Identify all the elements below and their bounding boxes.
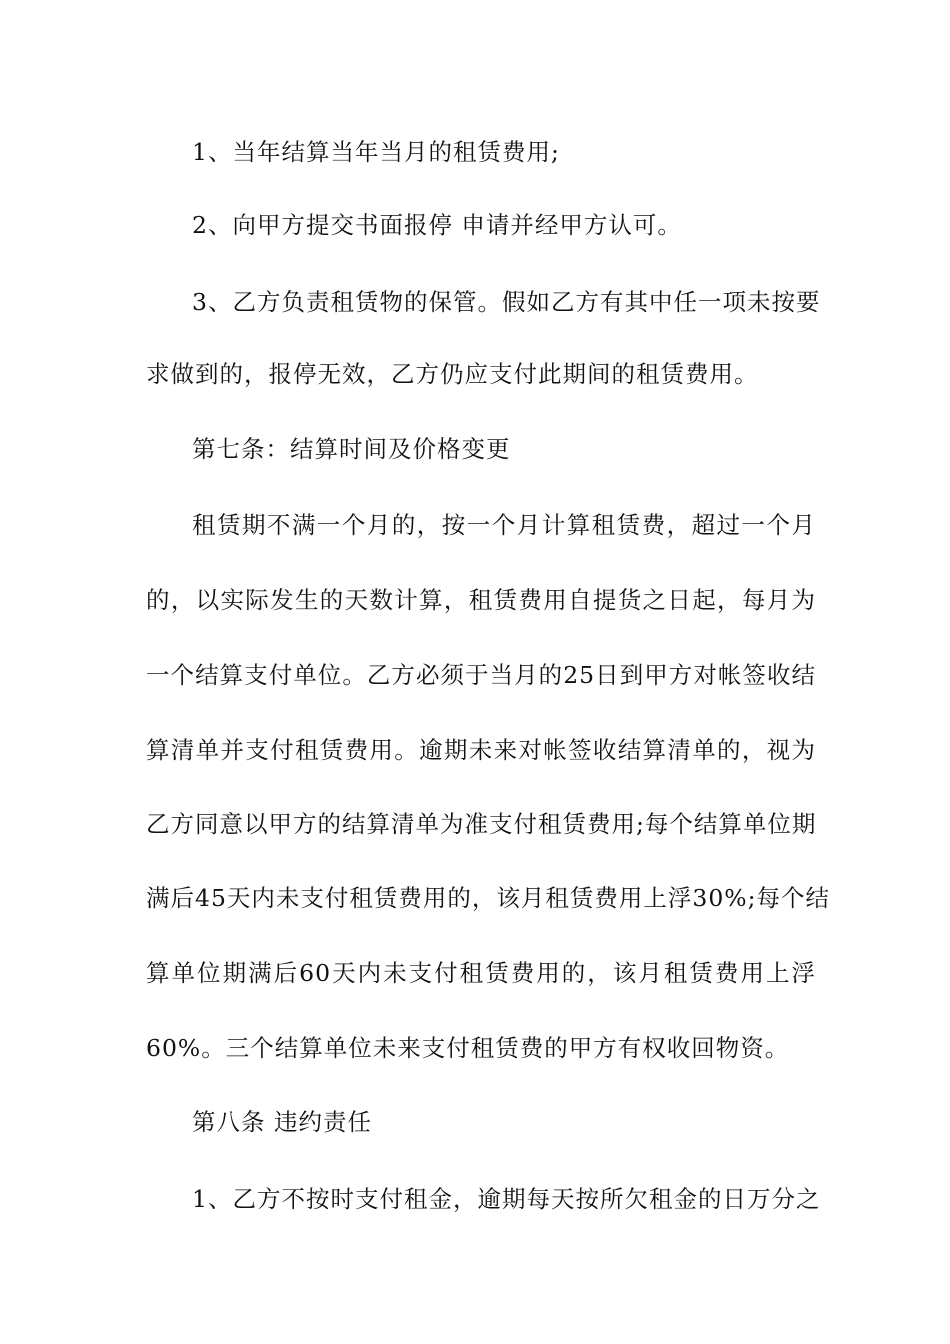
clause-line: 2、向甲方提交书面报停 申请并经甲方认可。	[192, 211, 682, 239]
clause-line: 1、当年结算当年当月的租赁费用;	[192, 138, 560, 166]
clause-line: 求做到的，报停无效，乙方仍应支付此期间的租赁费用。	[146, 360, 759, 388]
paragraph-line: 的，以实际发生的天数计算，租赁费用自提货之日起，每月为	[146, 586, 816, 614]
clause-line: 3、乙方负责租赁物的保管。假如乙方有其中任一项未按要	[192, 288, 821, 316]
paragraph-line: 乙方同意以甲方的结算清单为准支付租赁费用;每个结算单位期	[146, 810, 817, 838]
section-heading: 第八条 违约责任	[192, 1108, 372, 1136]
paragraph-line: 算清单并支付租赁费用。逾期未来对帐签收结算清单的，视为	[146, 736, 816, 764]
section-heading: 第七条：结算时间及价格变更	[192, 435, 511, 463]
paragraph-line: 租赁期不满一个月的，按一个月计算租赁费，超过一个月	[192, 511, 816, 539]
paragraph-line: 一个结算支付单位。乙方必须于当月的25日到甲方对帐签收结	[146, 661, 816, 689]
clause-line: 1、乙方不按时支付租金，逾期每天按所欠租金的日万分之	[192, 1185, 821, 1213]
paragraph-line: 60%。三个结算单位未来支付租赁费的甲方有权收回物资。	[146, 1034, 790, 1062]
paragraph-line: 满后45天内未支付租赁费用的，该月租赁费用上浮30%;每个结	[146, 884, 831, 912]
paragraph-line: 算单位期满后60天内未支付租赁费用的，该月租赁费用上浮	[146, 959, 816, 987]
